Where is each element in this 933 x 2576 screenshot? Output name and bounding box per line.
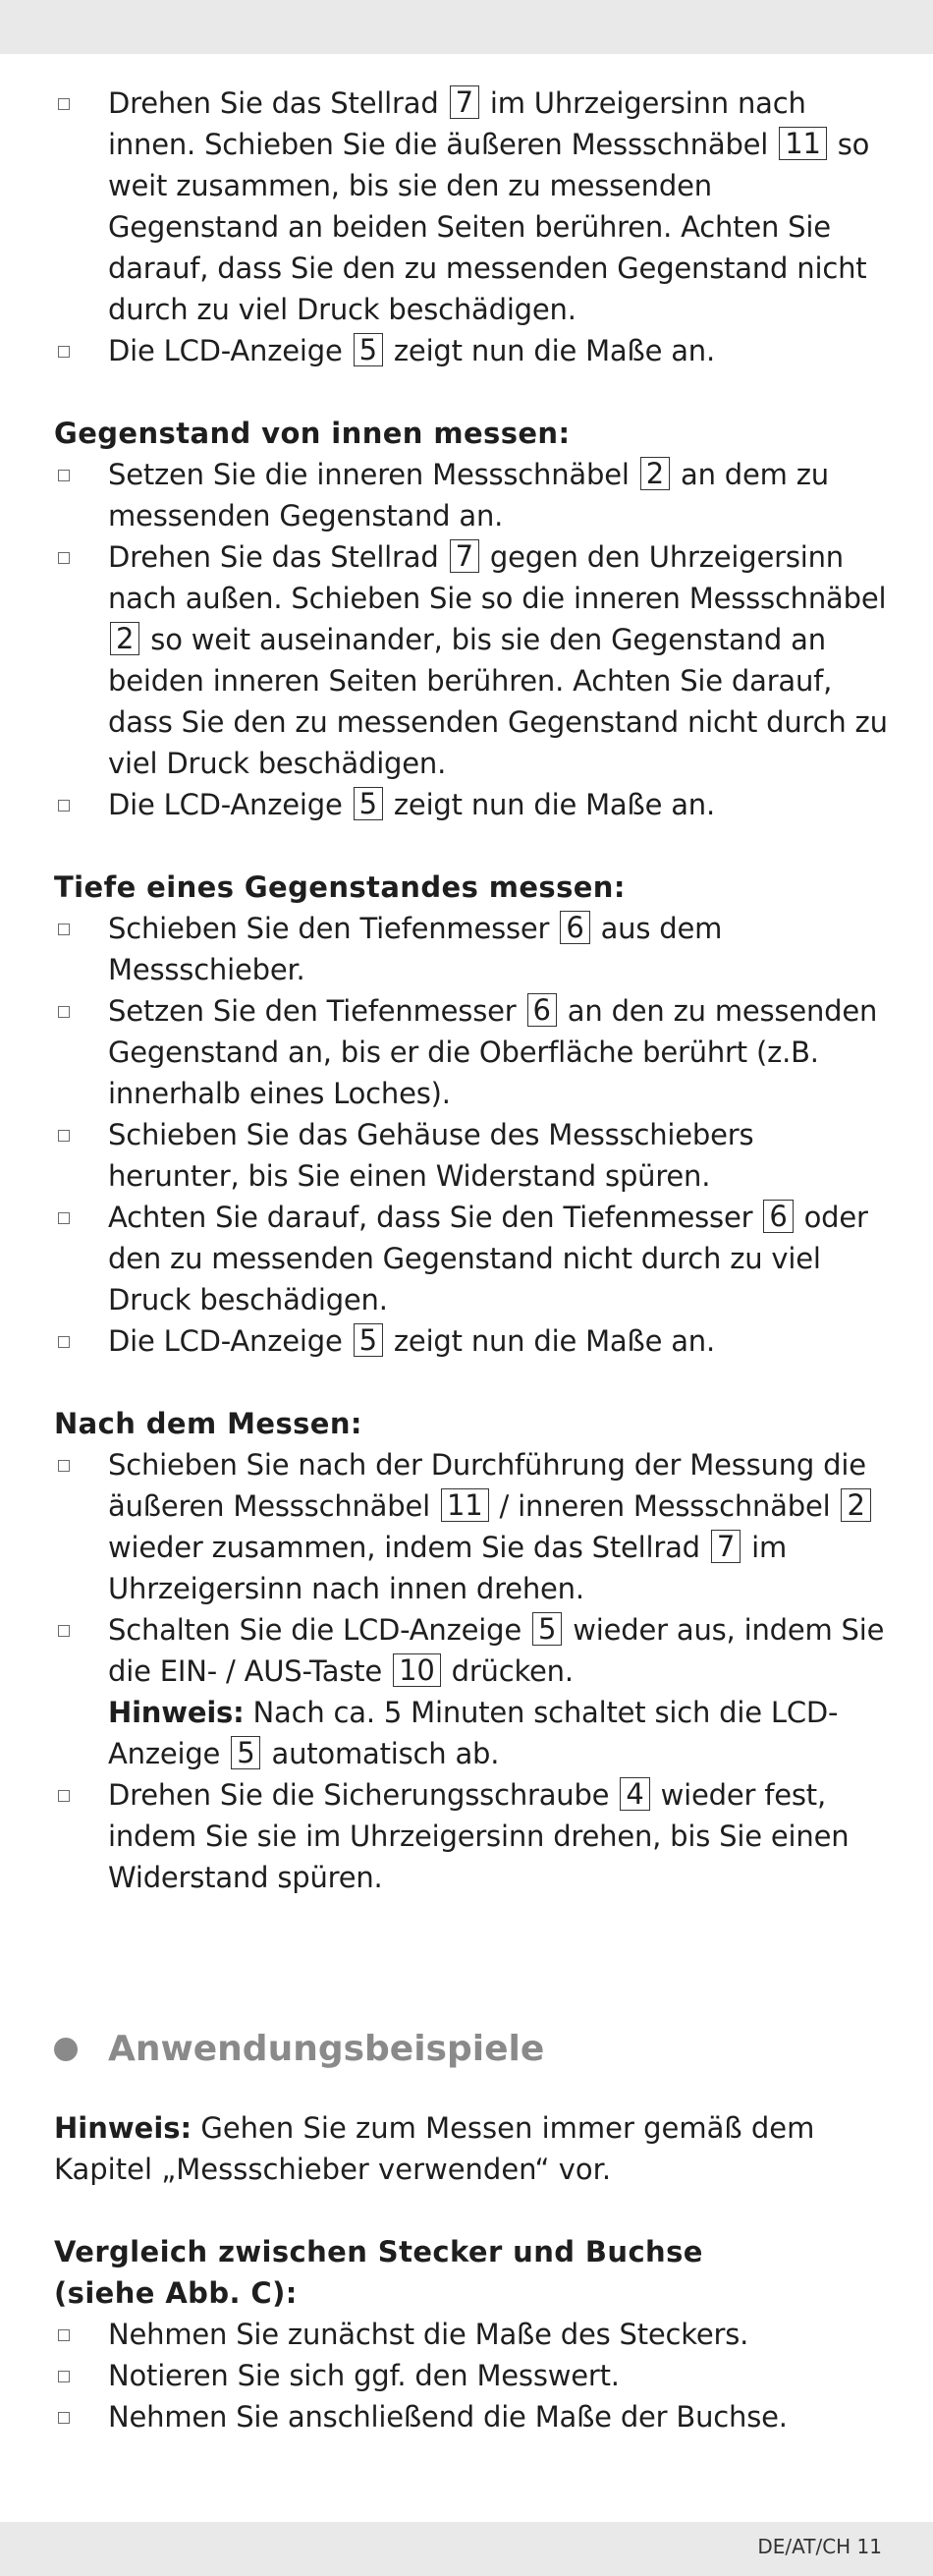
item-text: Nehmen Sie zunächst die Maße des Steckers. bbox=[108, 2318, 749, 2351]
comparison-heading-line1: Vergleich zwischen Stecker und Buchse bbox=[54, 2235, 703, 2268]
section-title-text: Anwendungsbeispiele bbox=[108, 2029, 545, 2069]
list-item bbox=[54, 908, 889, 990]
item-text: Drehen Sie die Sicherungsschraube bbox=[108, 1778, 619, 1812]
item-text: Schieben Sie das Gehäuse des Messschiebers herunter, bis Sie einen Widerstand spüren. bbox=[108, 1118, 754, 1193]
item-text: zeigt nun die Maße an. bbox=[384, 1324, 715, 1358]
checkbox-bullet-icon bbox=[58, 2329, 70, 2341]
part-reference-number: 2 bbox=[110, 622, 139, 655]
part-reference-number: 5 bbox=[354, 1323, 383, 1357]
part-reference-number: 2 bbox=[841, 1488, 870, 1522]
depth-measure-list bbox=[54, 908, 889, 1362]
part-reference-number: 6 bbox=[560, 911, 589, 944]
checkbox-bullet-icon bbox=[58, 2371, 70, 2382]
checkbox-bullet-icon bbox=[58, 1130, 70, 1142]
checkbox-bullet-icon bbox=[58, 1790, 70, 1802]
part-reference-number: 7 bbox=[711, 1530, 741, 1563]
part-reference-number: 5 bbox=[532, 1612, 562, 1646]
item-text: Schieben Sie nach der Durchführung der Messung die äußeren Messschnäbel bbox=[108, 1448, 866, 1523]
part-reference-number: 6 bbox=[527, 993, 557, 1027]
item-text: Achten Sie darauf, dass Sie den Tiefenmesser bbox=[108, 1201, 762, 1234]
list-item bbox=[54, 536, 889, 784]
item-text: zeigt nun die Maße an. bbox=[384, 334, 715, 367]
inner-measure-list bbox=[54, 454, 889, 825]
item-text: zeigt nun die Maße an. bbox=[384, 788, 715, 821]
item-text: Nach ca. 5 Minuten schaltet sich die LCD-Anzeige bbox=[108, 1696, 839, 1770]
checkbox-bullet-icon bbox=[58, 470, 70, 481]
checkbox-bullet-icon bbox=[58, 98, 70, 110]
footer-band bbox=[0, 2522, 933, 2576]
list-item bbox=[54, 330, 889, 371]
part-reference-number: 5 bbox=[354, 333, 383, 366]
item-text: Die LCD-Anzeige bbox=[108, 1324, 352, 1358]
item-text: gegen den Uhrzeigersinn nach außen. Schieben Sie so die inneren Messschnäbel bbox=[108, 540, 887, 615]
item-text: wieder aus, indem Sie die EIN- / AUS-Taste bbox=[108, 1613, 885, 1688]
checkbox-bullet-icon bbox=[58, 346, 70, 358]
section-heading-after: Nach dem Messen: bbox=[54, 1407, 362, 1440]
item-text: Setzen Sie den Tiefenmesser bbox=[108, 994, 525, 1028]
item-text: Schieben Sie den Tiefenmesser bbox=[108, 912, 559, 945]
note-label: Hinweis: bbox=[108, 1696, 245, 1729]
list-item bbox=[54, 1320, 889, 1362]
checkbox-bullet-icon bbox=[58, 1336, 70, 1348]
comparison-list bbox=[54, 2314, 889, 2437]
outer-measure-list bbox=[54, 83, 889, 371]
page-number: DE/AT/CH 11 bbox=[757, 2535, 882, 2558]
list-item bbox=[54, 83, 889, 330]
item-text: aus dem Messschieber. bbox=[108, 912, 723, 986]
section-heading-inner: Gegenstand von innen messen: bbox=[54, 417, 571, 450]
list-item bbox=[54, 1197, 889, 1320]
item-text: im Uhrzeigersinn nach innen. Schieben Sie die äußeren Messschnäbel bbox=[108, 86, 806, 161]
part-reference-number: 7 bbox=[450, 539, 479, 573]
item-text: wieder zusammen, indem Sie das Stellrad bbox=[108, 1531, 709, 1564]
part-reference-number: 4 bbox=[620, 1777, 649, 1811]
item-text: wieder fest, indem Sie sie im Uhrzeigersinn drehen, bis Sie einen Widerstand spüren. bbox=[108, 1778, 850, 1894]
item-text: so weit auseinander, bis sie den Gegenstand an beiden inneren Seiten berühren. Achten Sie darauf, dass Sie den zu messenden Gegenstand nicht durch zu viel Druck beschädigen. bbox=[108, 623, 888, 780]
part-reference-number: 11 bbox=[779, 127, 827, 160]
list-item bbox=[54, 1444, 889, 1609]
section-heading-depth: Tiefe eines Gegenstandes messen: bbox=[54, 870, 626, 904]
item-text: / inneren Messschnäbel bbox=[490, 1489, 840, 1523]
item-text: an dem zu messenden Gegenstand an. bbox=[108, 458, 829, 532]
item-text: Nehmen Sie anschließend die Maße der Buchse. bbox=[108, 2400, 788, 2434]
item-text: Die LCD-Anzeige bbox=[108, 788, 352, 821]
header-band bbox=[0, 0, 933, 54]
list-item bbox=[54, 2355, 889, 2396]
item-text: Schalten Sie die LCD-Anzeige bbox=[108, 1613, 530, 1647]
item-text: drücken. bbox=[442, 1654, 574, 1688]
part-reference-number: 5 bbox=[354, 787, 383, 820]
checkbox-bullet-icon bbox=[58, 924, 70, 935]
item-text: oder den zu messenden Gegenstand nicht durch zu viel Druck beschädigen. bbox=[108, 1201, 868, 1316]
item-text: im Uhrzeigersinn nach innen drehen. bbox=[108, 1531, 788, 1605]
item-text: so weit zusammen, bis sie den zu messenden Gegenstand an beiden Seiten berühren. Achten Sie darauf, dass Sie den zu messenden Gegenstand nicht durch zu viel Druck beschädigen. bbox=[108, 128, 870, 326]
checkbox-bullet-icon bbox=[58, 1625, 70, 1637]
list-item bbox=[54, 1609, 889, 1774]
checkbox-bullet-icon bbox=[58, 1460, 70, 1472]
page-content bbox=[54, 83, 889, 2437]
examples-note bbox=[54, 2107, 889, 2190]
part-reference-number: 11 bbox=[441, 1488, 489, 1522]
item-text: automatisch ab. bbox=[262, 1737, 500, 1770]
item-text: Drehen Sie das Stellrad bbox=[108, 86, 448, 120]
section-title-examples bbox=[54, 2025, 889, 2074]
part-reference-number: 5 bbox=[231, 1736, 260, 1769]
bullet-dot-icon bbox=[54, 2038, 78, 2061]
list-item bbox=[54, 1114, 889, 1197]
list-item bbox=[54, 990, 889, 1114]
list-item bbox=[54, 2314, 889, 2355]
list-item bbox=[54, 784, 889, 825]
item-text: Drehen Sie das Stellrad bbox=[108, 540, 448, 574]
list-item bbox=[54, 454, 889, 536]
item-text: an den zu messenden Gegenstand an, bis er die Oberfläche berührt (z.B. innerhalb eines Loches). bbox=[108, 994, 878, 1110]
list-item bbox=[54, 2396, 889, 2437]
checkbox-bullet-icon bbox=[58, 552, 70, 564]
part-reference-number: 10 bbox=[393, 1653, 441, 1687]
item-text: Notieren Sie sich ggf. den Messwert. bbox=[108, 2359, 620, 2392]
section-heading-comparison bbox=[54, 2231, 889, 2314]
comparison-heading-line2: (siehe Abb. C): bbox=[54, 2276, 298, 2310]
item-text: Setzen Sie die inneren Messschnäbel bbox=[108, 458, 638, 491]
checkbox-bullet-icon bbox=[58, 800, 70, 812]
note-label: Hinweis: bbox=[54, 2111, 192, 2145]
checkbox-bullet-icon bbox=[58, 1006, 70, 1018]
after-measure-list bbox=[54, 1444, 889, 1898]
note-text: Gehen Sie zum Messen immer gemäß dem Kapitel „Messschieber verwenden“ vor. bbox=[54, 2111, 815, 2186]
checkbox-bullet-icon bbox=[58, 2412, 70, 2424]
list-item bbox=[54, 1774, 889, 1898]
part-reference-number: 6 bbox=[763, 1200, 793, 1233]
checkbox-bullet-icon bbox=[58, 1212, 70, 1224]
part-reference-number: 2 bbox=[640, 457, 670, 490]
part-reference-number: 7 bbox=[450, 85, 479, 119]
item-text: Die LCD-Anzeige bbox=[108, 334, 352, 367]
